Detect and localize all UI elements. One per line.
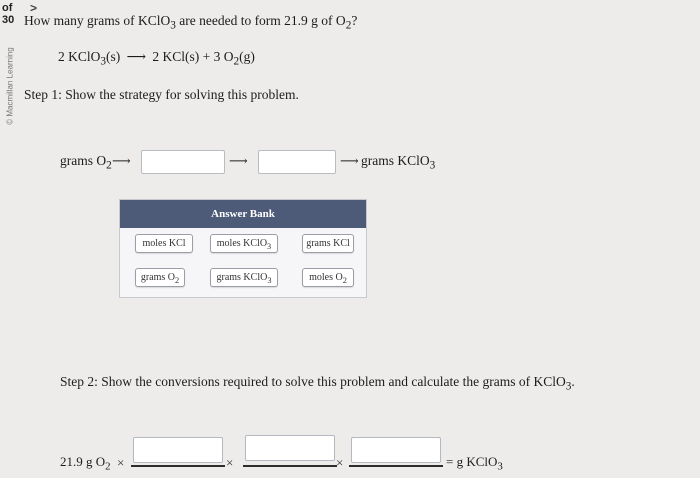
multiply-icon: × [336, 455, 344, 470]
answer-chip-moles-kcl[interactable]: moles KCl [135, 234, 193, 253]
answer-chip-moles-kclo3[interactable]: moles KClO$_3$ [210, 234, 278, 253]
next-question-icon[interactable]: > [30, 1, 38, 15]
factor2-numerator[interactable] [245, 435, 335, 461]
step2-start-value: 21.9 g $O_2$ [60, 454, 111, 473]
arrow-right-icon: ⟶ [112, 153, 131, 168]
reaction-arrow-icon: ⟶ [126, 49, 146, 64]
multiply-icon: × [226, 455, 234, 470]
fraction-bar [131, 465, 225, 467]
strategy-end-label: grams KClO$_3$ [361, 153, 436, 172]
chemical-equation: 2 KClO$_3$(s) ⟶ 2 KCl(s) + 3 $O_2(g)$ [58, 49, 255, 68]
arrow-right-icon: ⟶ [340, 153, 359, 168]
copyright-watermark: © Macmillan Learning [5, 47, 15, 125]
step1-label: Step 1: Show the strategy for solving this problem. [24, 87, 299, 102]
step2-label: Step 2: Show the conversions required to solve this problem and calculate the grams of KClO$_3$. [60, 374, 575, 393]
answer-bank [119, 199, 367, 298]
fraction-bar [349, 465, 443, 467]
strategy-slot-1[interactable] [141, 150, 225, 174]
question-counter: of 30 [2, 2, 15, 26]
question-text: How many grams of KClO$_3$ are needed to form 21.9 g of $O_2$? [24, 13, 358, 32]
answer-chip-grams-kcl[interactable]: grams KCl [302, 234, 354, 253]
strategy-slot-2[interactable] [258, 150, 336, 174]
answer-chip-grams-o2[interactable]: grams $O_2$ [135, 268, 185, 287]
arrow-right-icon: ⟶ [229, 153, 248, 168]
answer-bank-title: Answer Bank [120, 200, 366, 228]
factor1-numerator[interactable] [133, 437, 223, 463]
answer-chip-grams-kclo3[interactable]: grams KClO$_3$ [210, 268, 278, 287]
strategy-start-label: grams $O_2$ [60, 153, 112, 172]
factor3-numerator[interactable] [351, 437, 441, 463]
result-unit: = g KClO$_3$ [446, 454, 503, 473]
answer-chip-moles-o2[interactable]: moles $O_2$ [302, 268, 354, 287]
fraction-bar [243, 465, 337, 467]
multiply-icon: × [117, 455, 125, 470]
